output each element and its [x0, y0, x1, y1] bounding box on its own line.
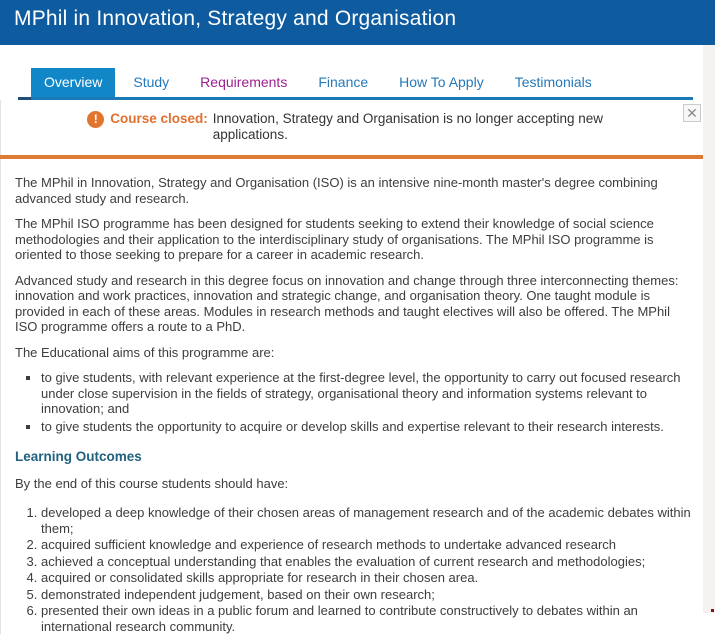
exclamation-icon: !: [87, 111, 104, 128]
page-header: [0, 0, 715, 45]
tab-study[interactable]: Study: [120, 68, 182, 97]
outcome-item: 5. demonstrated independent judgement, based on their own research;: [41, 587, 693, 603]
educational-aims-list: [15, 370, 693, 434]
alert-message: Innovation, Strategy and Organisation is no longer accepting new applications.: [212, 111, 604, 142]
corner-artifact: [711, 609, 714, 612]
aims-intro: The Educational aims of this programme are:: [15, 344, 275, 360]
right-margin-strip: [703, 45, 715, 613]
course-overview-content: [0, 159, 703, 634]
aim-item: ▪ to give students, with relevant experience at the first-degree level, the opportunity to carry out focused research under close supervision in the fields of strategy, organisational theory and information systems relevant to innovation; and: [41, 370, 693, 417]
learning-outcomes-heading: Learning Outcomes: [15, 449, 142, 464]
themes-paragraph: Advanced study and research in this degree focus on innovation and change through three interconnecting themes: innovation and work practices, innovation and strategic change, and organisation theory. One taught module is provided in each of these areas. Modules in research methods and taught electives will also be offered. The MPhil ISO programme offers a route to a PhD.: [15, 272, 679, 334]
outcome-item: 3. achieved a conceptual understanding that enables the evaluation of current research and methodologies;: [41, 554, 693, 570]
close-icon[interactable]: ✕: [683, 104, 701, 122]
outcome-item: 2. acquired sufficient knowledge and experience of research methods to undertake advanced research: [41, 537, 693, 553]
designed-paragraph: The MPhil ISO programme has been designed for students seeking to extend their knowledge of social science methodologies and their application to the interdisciplinary study of organisations. The MPhil ISO programme is oriented to those seeking to prepare for a career in academic research.: [15, 216, 654, 262]
outcome-item: 4. acquired or consolidated skills appropriate for research in their chosen area.: [41, 570, 693, 586]
outcome-item: 1. developed a deep knowledge of their chosen areas of management research and of the academic debates within them;: [41, 505, 693, 536]
learning-outcomes-list: [15, 505, 693, 634]
course-closed-alert: [0, 100, 703, 155]
tab-how-to-apply[interactable]: How To Apply: [386, 68, 497, 97]
tab-testimonials[interactable]: Testimonials: [502, 68, 605, 97]
intro-paragraph: The MPhil in Innovation, Strategy and Organisation (ISO) is an intensive nine-month master's degree combining advanced study and research.: [15, 175, 658, 206]
page-title: MPhil in Innovation, Strategy and Organisation: [14, 7, 457, 30]
alert-label: Course closed:: [110, 111, 208, 126]
aim-item: ▪ to give students the opportunity to acquire or develop skills and expertise relevant to their research interests.: [41, 419, 693, 435]
tab-overview[interactable]: Overview: [31, 68, 115, 97]
outcome-item: 6. presented their own ideas in a public forum and learned to contribute constructively to debates within an international research community.: [41, 603, 693, 634]
tab-navigation: [18, 68, 693, 100]
outcomes-intro: By the end of this course students should have:: [15, 475, 289, 491]
tab-requirements[interactable]: Requirements: [187, 68, 300, 97]
tab-finance[interactable]: Finance: [305, 68, 381, 97]
